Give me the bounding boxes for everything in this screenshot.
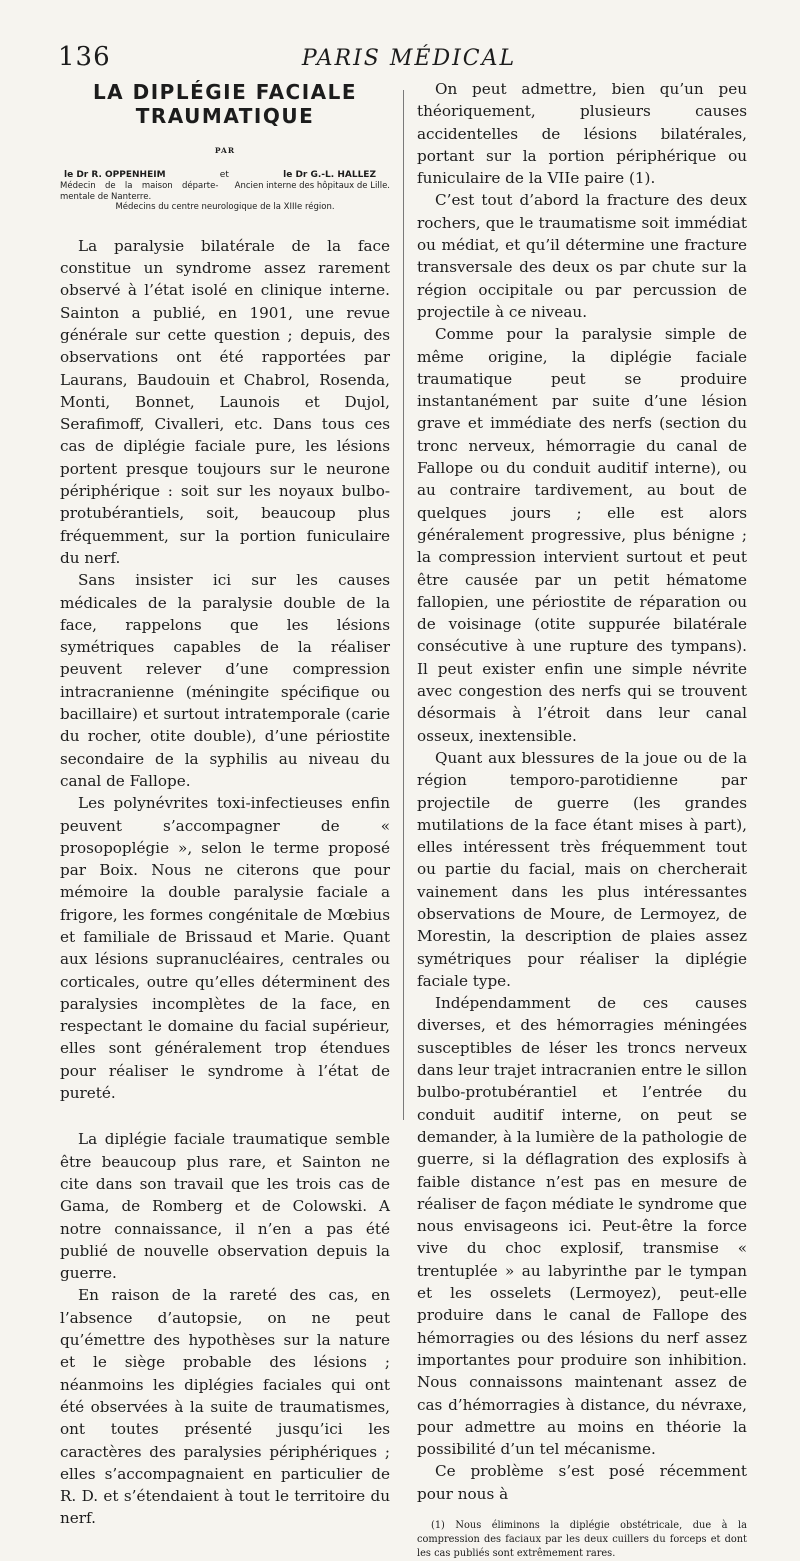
paragraph: Ce problème s’est posé récemment pour nous à: [417, 1462, 747, 1503]
page-header: [58, 36, 760, 76]
affiliation-oppenheim: Médecin de la maison départe-mentale de Nanterre.: [60, 181, 219, 202]
affiliation-hallez: Ancien interne des hôpitaux de Lille.: [234, 181, 390, 192]
paragraph: La paralysie bilatérale de la face constitue un syndrome assez rarement observé à l’état isolé en clinique interne. Sainton a publié, en 1901, une revue générale sur cette question ; depuis, des observations ont été rapportées par Laurans, Baudouin et Chabrol, Rosenda, Monti, Bonnet, Launois et Dujol, Serafimoff, Civalleri, etc. Dans tous ces cas de diplégie faciale pure, les lésions portent presque toujours sur le neurone périphérique : soit sur les noyaux bulbo-protubérantiels, soit, beaucoup plus fréquemment, sur la portion funiculaire du nerf.: [60, 236, 390, 567]
page-number: 136: [58, 42, 111, 72]
paragraph: Comme pour la paralysie simple de même origine, la diplégie faciale traumatique peut se produire instantanément par suite d’une lésion grave et immédiate des nerfs (section du tronc nerveux, hémorragie du canal de Fallope ou du conduit auditif interne), ou au contraire tardivement, au bout de quelques jours ; elle est alors généralement progressive, plus bénigne ; la compression intervient surtout et peut être causée par un petit hématome fallopien, une périostite de réparation ou de voisinage (otite suppurée bilatérale consécutive à une rupture des tympans). Il peut exister enfin une simple névrite avec congestion des nerfs qui se trouvent désormais à l’étroit dans leur canal osseux, inextensible.: [417, 325, 747, 745]
author-hallez: le Dr G.-L. HALLEZ: [283, 170, 376, 181]
paragraph: La diplégie faciale traumatique semble être beaucoup plus rare, et Sainton ne cite dans son travail que les trois cas de Gama, de Romberg et de Colowski. A notre connaissance, il n’en a pas été publié de nouvelle observation depuis la guerre.: [60, 1130, 390, 1283]
affiliation-shared: Médecins du centre neurologique de la XIIIe région.: [115, 202, 335, 213]
paragraph: On peut admettre, bien qu’un peu théoriquement, plusieurs causes accidentelles de lésions bilatérales, portant sur la portion périphérique ou funiculaire de la VIIe paire (1).: [417, 80, 747, 188]
author-conjunction: et: [219, 170, 229, 181]
column-divider: [403, 90, 404, 1120]
paragraph: C’est tout d’abord la fracture des deux rochers, que le traumatisme soit immédiat ou médiat, et qu’il détermine une fracture transversale des deux os par chute sur la région occipitale ou par percussion de projectile à ce niveau.: [417, 191, 747, 321]
footnote: (1) Nous éliminons la diplégie obstétricale, due à la compression des faciaux par les deux cuillers du forceps et dont les cas publiés sont extrêmement rares.: [417, 1520, 747, 1559]
paragraph: En raison de la rareté des cas, en l’absence d’autopsie, on ne peut qu’émettre des hypothèses sur la nature et le siège probable des lésions ; néanmoins les diplégies faciales qui ont été observées à la suite de traumatismes, ont toutes présenté jusqu’ici les caractères des paralysies périphériques ; elles s’accompagnaient en particulier de R. D. et s’étendaient à tout le territoire du nerf.: [60, 1286, 390, 1528]
right-column: [417, 78, 747, 1561]
left-column: [60, 78, 390, 1530]
byline-par: PAR: [214, 146, 236, 155]
author-oppenheim: le Dr R. OPPENHEIM: [64, 170, 166, 181]
author-affiliations: [60, 181, 390, 202]
author-names: [60, 170, 390, 181]
paragraph: Quant aux blessures de la joue ou de la région temporo-parotidienne par projectile de guerre (les grandes mutilations de la face étant mises à part), elles intéressent très fréquemment tout ou partie du facial, mais on chercherait vainement dans les plus intéressantes observations de Moure, de Lermoyez, de Morestin, la description de plaies assez symétriques pour réaliser la diplégie faciale type.: [417, 748, 747, 990]
section-gap: [60, 1104, 390, 1128]
authors-block: [60, 170, 390, 213]
paragraph: Indépendamment de ces causes diverses, et des hémorragies méningées susceptibles de léser les troncs nerveux dans leur trajet intracranien entre le sillon bulbo-protubérantiel et l’entrée du conduit auditif interne, on peut se demander, à la lumière de la pathologie de guerre, si la déflagration des explosifs à faible distance n’est pas en mesure de réaliser de façon médiate le syndrome que nous envisageons ici. Peut-être la force vive du choc explosif, transmise « trentuplée » au labyrinthe par le tympan et les osselets (Lermoyez), peut-elle produire dans le canal de Fallope des hémorragies ou des lésions du nerf assez importantes pour produire son inhibition. Nous connaissons maintenant assez de cas d’hémorragies à distance, du névraxe, pour admettre au moins en théorie la possibilité d’un tel mécanisme.: [417, 994, 747, 1459]
paragraph: Les polynévrites toxi-infectieuses enfin peuvent s’accompagner de « prosopoplégie », selon le terme proposé par Boix. Nous ne citerons que pour mémoire la double paralysie faciale a frigore, les formes congénitale de Mœbius et familiale de Brissaud et Marie. Quant aux lésions supranucléaires, centrales ou corticales, outre qu’elles déterminent des paralysies incomplètes de la face, en respectant le domaine du facial supérieur, elles sont généralement trop étendues pour réaliser le syndrome à l’état de pureté.: [60, 794, 390, 1103]
article-title: LA DIPLÉGIE FACIALE TRAUMATIQUE: [92, 80, 358, 128]
paragraph: Sans insister ici sur les causes médicales de la paralysie double de la face, rappelons que les lésions symétriques capables de la réaliser peuvent relever d’une compression intracranienne (méningite spécifique ou bacillaire) et surtout intratemporale (carie du rocher, otite double), d’une périostite secondaire de la syphilis au niveau du canal de Fallope.: [60, 571, 390, 790]
running-title: PARIS MÉDICAL: [301, 46, 517, 71]
